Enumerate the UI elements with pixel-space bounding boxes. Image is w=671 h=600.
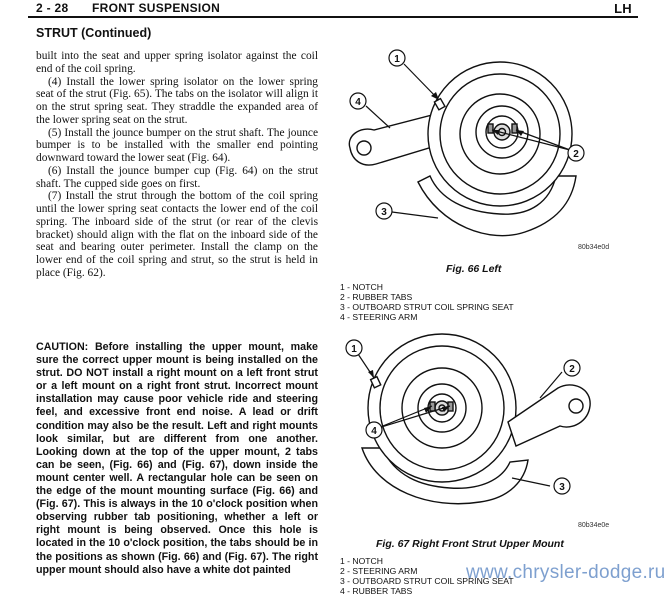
paragraph: (6) Install the jounce bumper cup (Fig. 64) on the strut shaft. The cupped side goes on first. xyxy=(36,164,318,190)
strut-mount-left-illustration xyxy=(340,44,610,256)
legend-item: 3 - OUTBOARD STRUT COIL SPRING SEAT xyxy=(340,302,514,312)
legend-item: 4 - RUBBER TABS xyxy=(340,586,413,596)
legend-item: 4 - STEERING ARM xyxy=(340,312,418,322)
callout-1: 1 xyxy=(351,344,357,355)
procedure-text xyxy=(36,50,318,280)
callout-3: 3 xyxy=(559,482,565,493)
page-header xyxy=(28,0,638,18)
paragraph: (4) Install the lower spring isolator on the lower spring seat of the strut (Fig. 65). The tabs on the isolator will align it on the strut spring seat. They straddle the expanded area of the lower spring seat on the strut. xyxy=(36,75,318,126)
legend-item: 1 - NOTCH xyxy=(340,556,383,566)
site-watermark: www.chrysler-dodge.ru xyxy=(466,562,666,583)
figure-code: 80b34e0e xyxy=(578,522,610,529)
callout-1: 1 xyxy=(394,54,400,65)
figure-67-caption: Fig. 67 Right Front Strut Upper Mount xyxy=(376,538,564,550)
section-name: FRONT SUSPENSION xyxy=(92,1,221,15)
callout-2: 2 xyxy=(569,364,575,375)
figure-66-caption: Fig. 66 Left xyxy=(446,263,502,275)
legend-item: 2 - STEERING ARM xyxy=(340,566,418,576)
legend-item: 3 - OUTBOARD STRUT COIL SPRING SEAT xyxy=(340,576,514,586)
page-number: 2 - 28 xyxy=(36,1,69,15)
callout-2: 2 xyxy=(573,149,579,160)
caution-note: CAUTION: Before installing the upper mount, make sure the correct upper mount is being installed on the strut. DO NOT install a right mount on a left front strut or a left mount on a right front strut. Incorrect mount installation may cause poor vehicle ride and steering feel, and excessive front end noise. A lead or drift condition may also be the result. Left and right mounts look similar, but are different from one another. Looking down at the top of the upper mount, 2 tabs can be seen, (Fig. 66) and (Fig. 67), down inside the mount center well. A rectangular hole can be seen on the edge of the mount mounting surface (Fig. 66) and (Fig. 67). This is always in the 10 o'clock position when observing rubber tab positioning, whether a left or right mount is being observed. Once this hole is located in the 10 o'clock position, the tabs should be in the positions as shown (Fig. 66) and (Fig. 67). The right upper mount should also have a white dot painted xyxy=(36,341,318,576)
paragraph: (5) Install the jounce bumper on the strut shaft. The jounce bumper is to be installed with the smaller end pointing downward toward the lower seat (Fig. 64). xyxy=(36,126,318,164)
callout-4: 4 xyxy=(371,426,377,437)
side-label: LH xyxy=(614,1,632,16)
figure-66 xyxy=(340,44,610,256)
figure-code: 80b34e0d xyxy=(578,244,610,251)
legend-item: 2 - RUBBER TABS xyxy=(340,292,413,302)
figure-67 xyxy=(340,330,610,536)
callout-4: 4 xyxy=(355,97,361,108)
callout-3: 3 xyxy=(381,207,387,218)
paragraph: (7) Install the strut through the bottom of the coil spring until the lower spring seat contacts the lower end of the coil spring. The inboard side of the strut (or rear of the clevis bracket) should align with the flat on the inboard side of the seat and bearing outer perimeter. Install the clamp on the lower end of the coil spring and strut, so the strut is held in place (Fig. 62). xyxy=(36,190,318,279)
strut-mount-right-illustration xyxy=(340,330,610,536)
figure-66-legend xyxy=(340,282,514,322)
section-title: STRUT (Continued) xyxy=(36,26,152,40)
legend-item: 1 - NOTCH xyxy=(340,282,383,292)
paragraph: built into the seat and upper spring isolator against the coil end of the coil spring. xyxy=(36,50,318,75)
